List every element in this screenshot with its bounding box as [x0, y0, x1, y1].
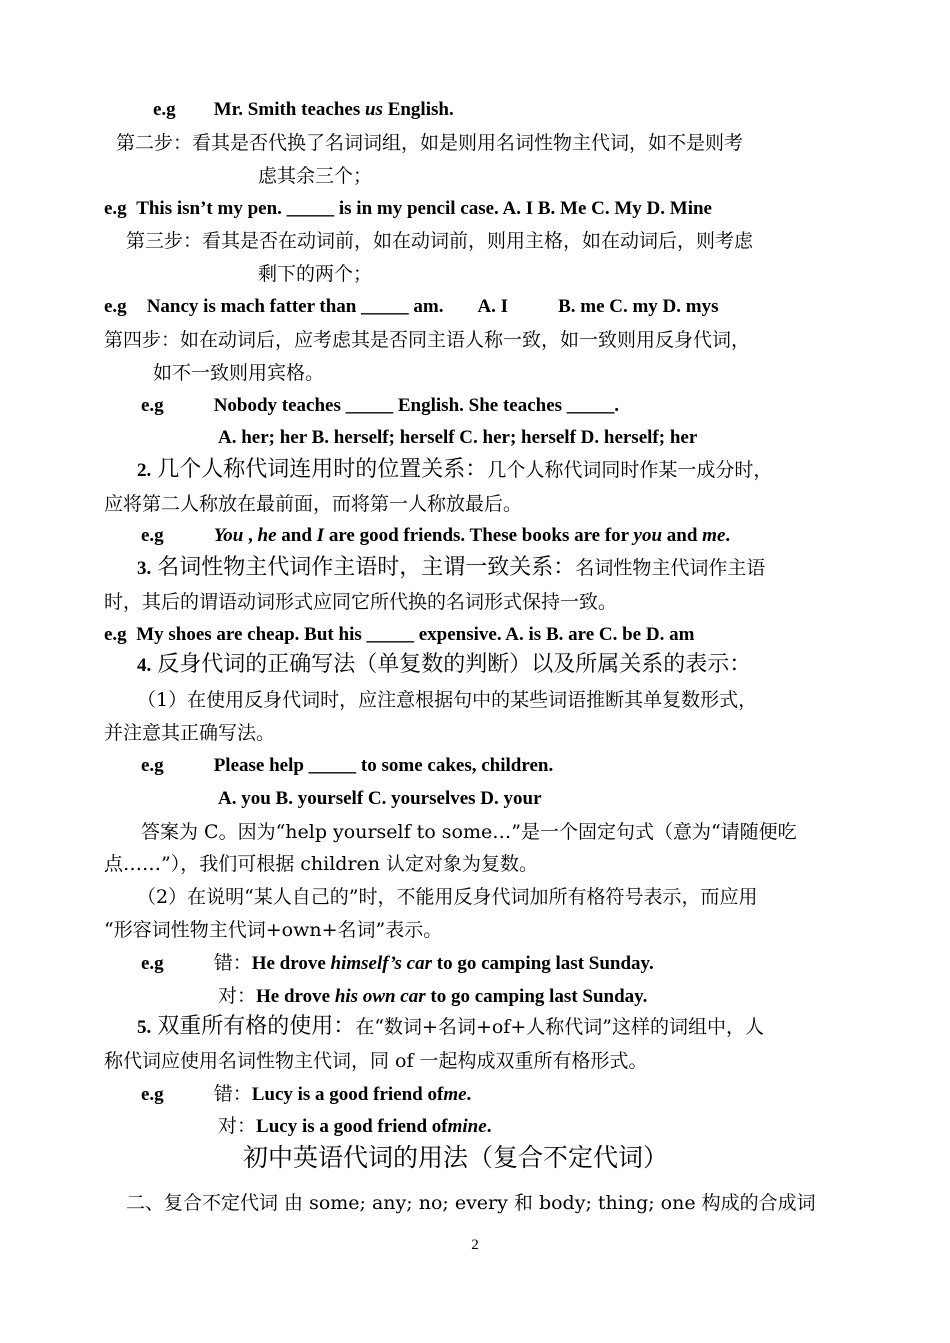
example-line: e.g You , he and I are good friends. These books are for you and me.	[141, 525, 731, 546]
text-line: 并注意其正确写法。	[104, 722, 276, 744]
text-line: 第三步：看其是否在动词前，如在动词前，则用主格，如在动词后，则考虑	[126, 230, 754, 252]
text-line: 点……”），我们可根据 children 认定对象为复数。	[104, 853, 539, 875]
text-line: 称代词应使用名词性物主代词，同 of 一起构成双重所有格形式。	[104, 1050, 648, 1072]
example-line: 对：He drove his own car to go camping last Sunday.	[218, 985, 648, 1007]
example-line: e.g Nancy is mach fatter than _____ am. A. I B. me C. my D. mys	[104, 296, 719, 317]
text-line: 如不一致则用宾格。	[153, 362, 325, 384]
text-line: 第四步：如在动词后，应考虑其是否同主语人称一致，如一致则用反身代词，	[104, 329, 751, 351]
section-heading-5: 5. 双重所有格的使用：在“数词+名词+of+人称代词”这样的词组中，人	[137, 1014, 764, 1039]
section-heading-2: 2. 几个人称代词连用时的位置关系：几个人称代词同时作某一成分时，	[137, 457, 773, 482]
section-heading-3: 3. 名词性物主代词作主语时，主谓一致关系：名词性物主代词作主语	[137, 555, 766, 580]
example-options: A. her; her B. herself; herself C. her; herself D. herself; her	[218, 427, 698, 448]
example-line: e.g 错：Lucy is a good friend ofme.	[141, 1083, 472, 1105]
text-line: 第二步：看其是否代换了名词词组，如是则用名词性物主代词，如不是则考	[116, 132, 744, 154]
text-line: 时，其后的谓语动词形式应同它所代换的名词形式保持一致。	[104, 591, 618, 613]
text-line: 剩下的两个；	[258, 263, 373, 285]
example-line: 对：Lucy is a good friend ofmine.	[218, 1115, 492, 1137]
example-line: e.g My shoes are cheap. But his _____ expensive. A. is B. are C. be D. am	[104, 624, 695, 645]
text-line: 虑其余三个；	[258, 165, 373, 187]
example-line: e.g This isn’t my pen. _____ is in my pencil case. A. I B. Me C. My D. Mine	[104, 198, 712, 219]
answer-line: 答案为 C。因为“help yourself to some…”是一个固定句式（意为“请随便吃	[141, 821, 797, 843]
example-line: e.g Mr. Smith teaches us English.	[153, 99, 454, 120]
example-line: e.g Nobody teaches _____ English. She teaches _____.	[141, 395, 620, 416]
example-line: e.g 错：He drove himself’s car to go camping last Sunday.	[141, 952, 654, 974]
text-line: 二、复合不定代词 由 some; any; no; every 和 body; thing; one 构成的合成词	[126, 1192, 816, 1214]
text-line: “形容词性物主代词+own+名词”表示。	[104, 919, 443, 941]
example-options: A. you B. yourself C. yourselves D. your	[218, 788, 542, 809]
text-line: （1）在使用反身代词时，应注意根据句中的某些词语推断其单复数形式，	[137, 689, 758, 711]
page-number: 2	[471, 1237, 479, 1253]
text-line: （2）在说明“某人自己的”时，不能用反身代词加所有格符号表示，而应用	[137, 886, 758, 908]
section-heading-4: 4. 反身代词的正确写法（单复数的判断）以及所属关系的表示：	[137, 652, 752, 677]
section-title: 初中英语代词的用法（复合不定代词）	[243, 1143, 669, 1172]
text-line: 应将第二人称放在最前面，而将第一人称放最后。	[104, 493, 523, 515]
example-line: e.g Please help _____ to some cakes, children.	[141, 755, 554, 776]
